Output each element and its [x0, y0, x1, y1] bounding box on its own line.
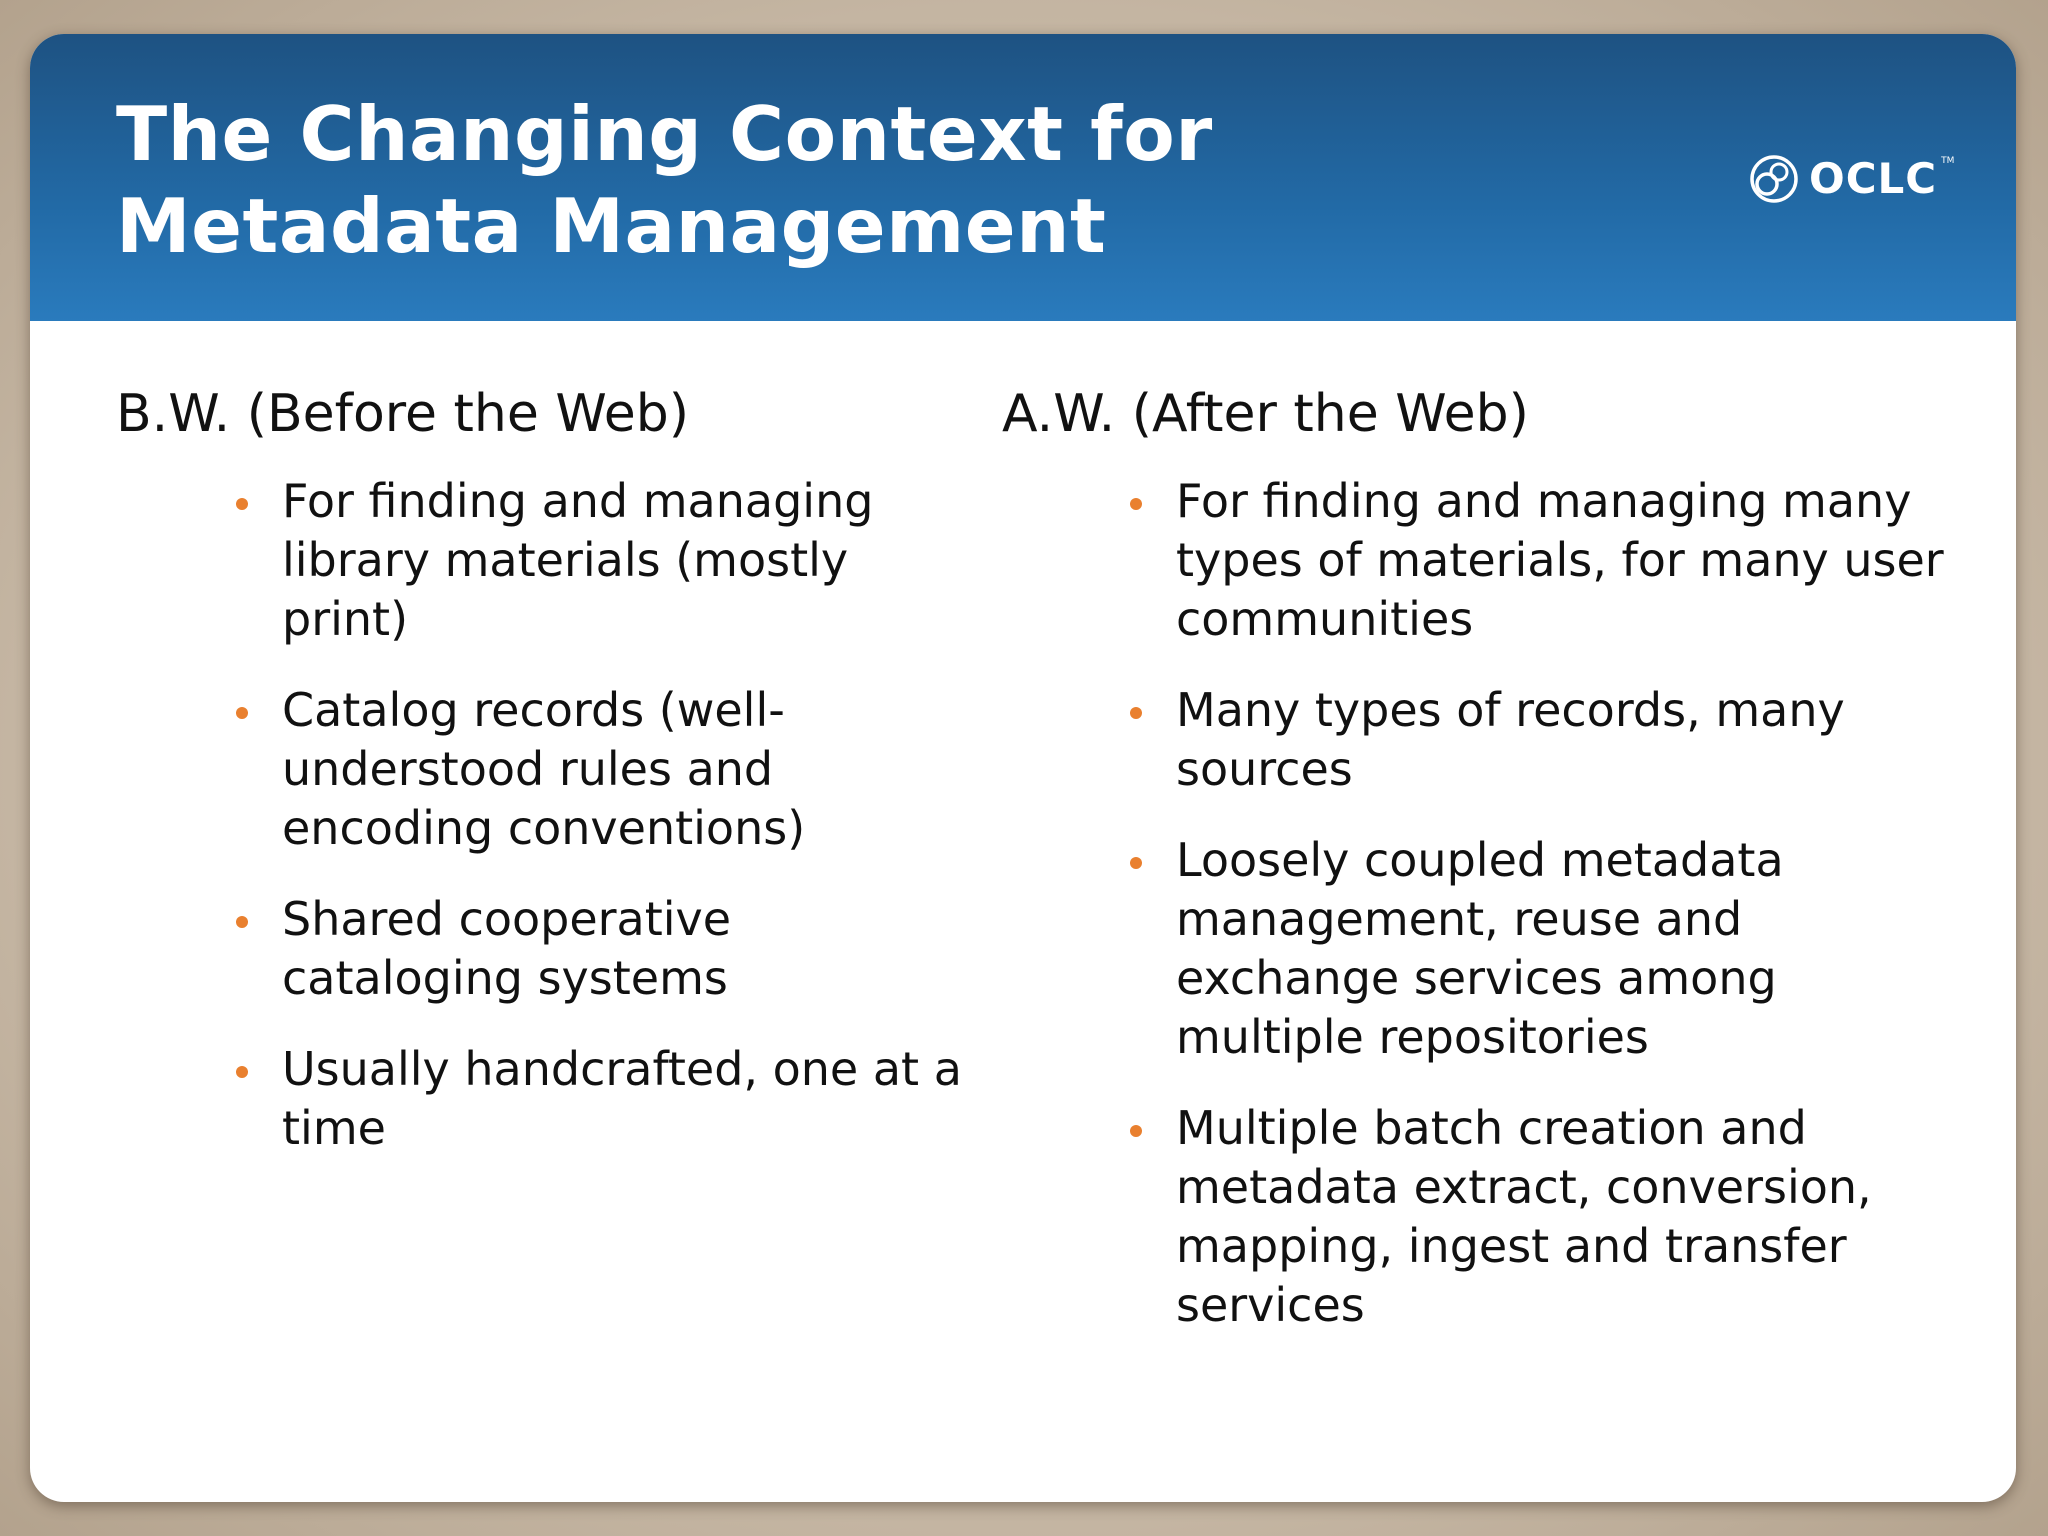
- bullet-text: Many types of records, many sources: [1176, 683, 1845, 796]
- list-item: [236, 1040, 966, 1158]
- before-web-heading: B.W. (Before the Web): [116, 384, 690, 444]
- list-item: [236, 890, 966, 1008]
- bullet-text: Multiple batch creation and metadata extract, conversion, mapping, ingest and transfer services: [1176, 1101, 1872, 1332]
- oclc-logo-text: OCLC: [1809, 154, 1938, 203]
- list-item: [1130, 831, 1982, 1067]
- bullet-dot-icon: [1130, 857, 1142, 869]
- list-item: [236, 472, 966, 649]
- bullet-text: For finding and managing library materials (mostly print): [282, 474, 874, 646]
- oclc-swirl-icon: [1745, 150, 1803, 208]
- bullet-dot-icon: [1130, 707, 1142, 719]
- after-web-heading: A.W. (After the Web): [1002, 384, 1529, 444]
- bullet-dot-icon: [236, 498, 248, 510]
- bullet-dot-icon: [236, 1066, 248, 1078]
- bullet-dot-icon: [236, 916, 248, 928]
- oclc-logo: [1745, 150, 1954, 208]
- slide-title: The Changing Context for Metadata Management: [116, 90, 1213, 270]
- list-item: [1130, 681, 1982, 799]
- bullet-dot-icon: [1130, 498, 1142, 510]
- before-web-column: [116, 382, 966, 1190]
- before-web-list: [116, 472, 966, 1158]
- bullet-dot-icon: [1130, 1125, 1142, 1137]
- bullet-dot-icon: [236, 707, 248, 719]
- list-item: [1130, 1099, 1982, 1335]
- list-item: [1130, 472, 1982, 649]
- after-web-list: [1002, 472, 1982, 1335]
- bullet-text: Usually handcrafted, one at a time: [282, 1042, 962, 1155]
- oclc-trademark: TM: [1941, 156, 1955, 166]
- bullet-text: Loosely coupled metadata management, reuse and exchange services among multiple repositories: [1176, 833, 1784, 1064]
- after-web-column: [1002, 382, 1982, 1367]
- bullet-text: Catalog records (well-understood rules and encoding conventions): [282, 683, 806, 855]
- slide-header: [30, 34, 2016, 321]
- slide: [30, 34, 2016, 1502]
- list-item: [236, 681, 966, 858]
- bullet-text: For finding and managing many types of materials, for many user communities: [1176, 474, 1944, 646]
- bullet-text: Shared cooperative cataloging systems: [282, 892, 732, 1005]
